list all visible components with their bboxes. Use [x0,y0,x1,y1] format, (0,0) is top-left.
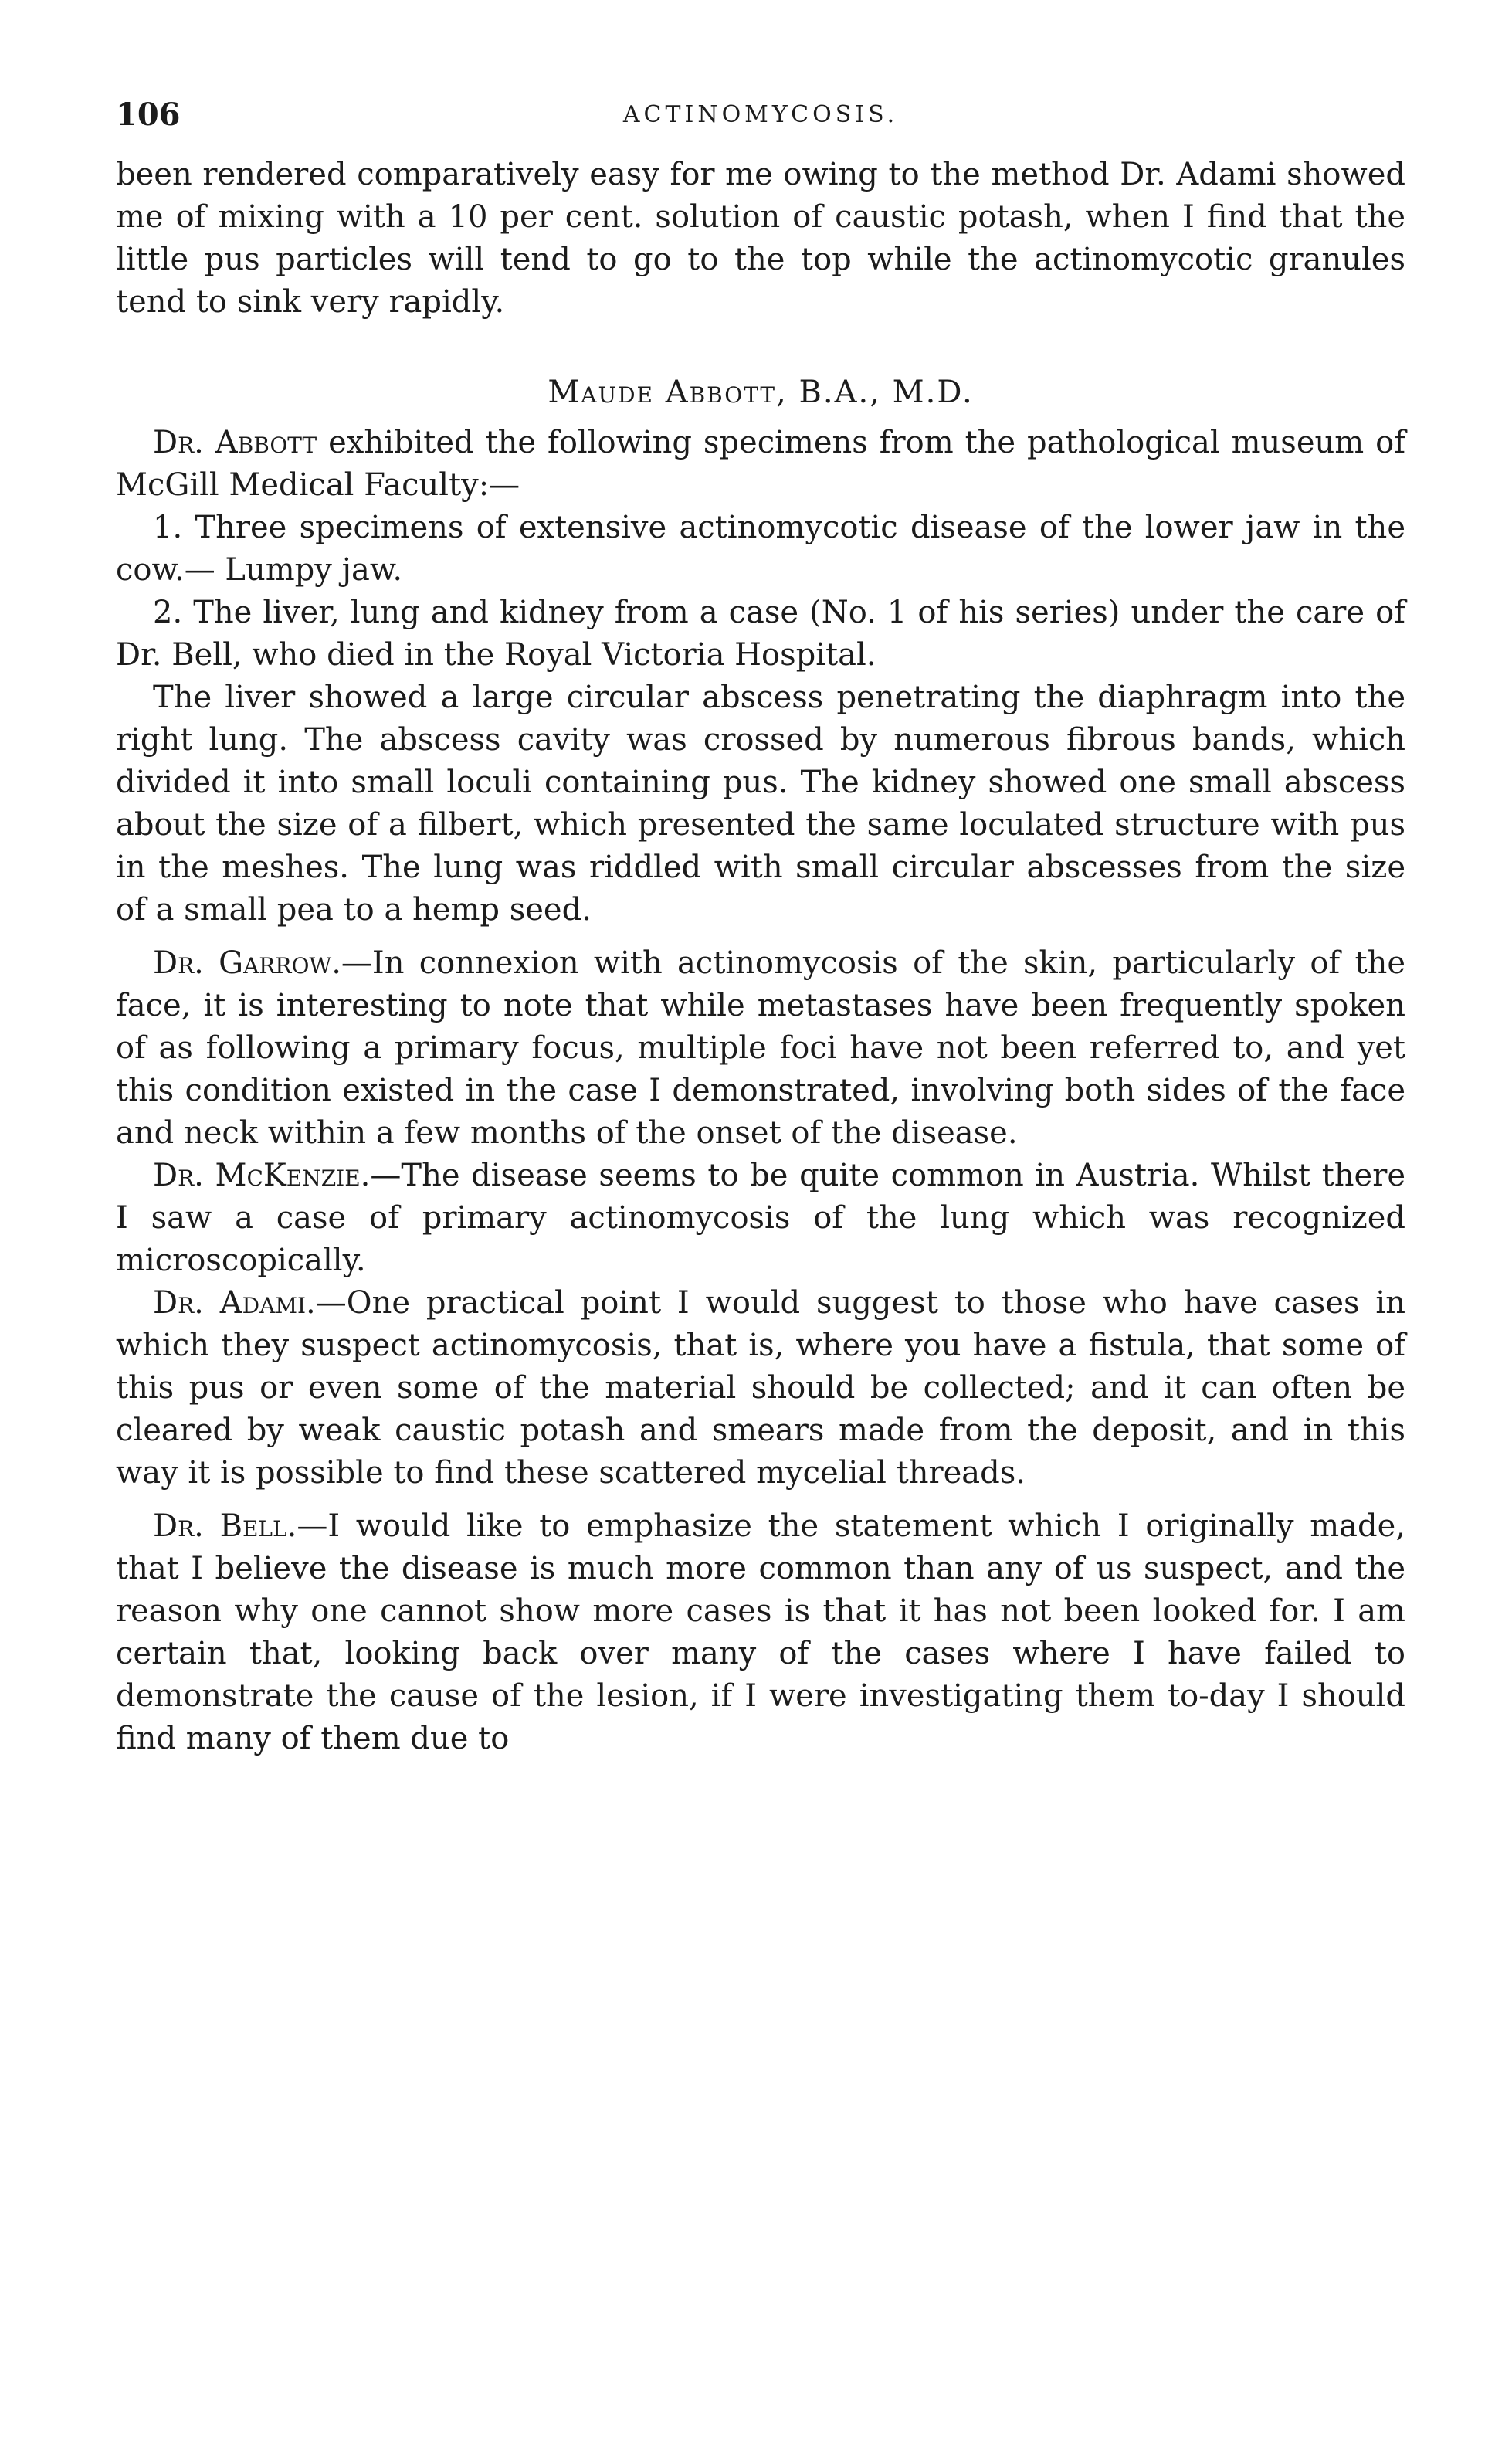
paragraph-bell [116,1505,1405,1760]
paragraph-liver: The liver showed a large circular abscess penetrating the diaphragm into the right lung. The abscess cavity was crossed by numerous fibrous bands, which divided it into small loculi containing pus. The kidney showed one small abscess about the size of a filbert, which presented the same loculated structure with pus in the meshes. The lung was riddled with small circular abscesses from the size of a small pea to a hemp seed. [116,680,1405,928]
paragraph-text: exhibited the following specimens from the pathological museum of McGill Medical Faculty:— [116,425,1406,503]
paragraph-garrow [116,942,1405,1155]
section-heading: Maude Abbott, B.A., M.D. [548,375,974,410]
paragraph-adami [116,1282,1405,1494]
list-item-1: 1. Three specimens of extensive actinomycotic disease of the lower jaw in the cow.— Lumpy jaw. [116,510,1405,588]
paragraph-text: —I would like to emphasize the statement which I originally made, that I believe the disease is much more common than any of us suspect, and the reason why one cannot show more cases is that it has not been looked for. I am certain that, looking back over many of the cases where I have failed to demonstrate the cause of the lesion, if I were investigating them to-day I should find many of them due to [116,1508,1405,1756]
paragraph-abbott [116,422,1405,507]
paragraph-mckenzie [116,1155,1405,1282]
speaker-name: Dr. Bell. [153,1508,297,1544]
running-header [116,97,1405,143]
list-item-2: 2. The liver, lung and kidney from a case (No. 1 of his series) under the care of Dr. Bell, who died in the Royal Victoria Hospital. [116,595,1405,673]
document-page [116,97,1405,1760]
speaker-name: Dr. Adami. [153,1285,316,1321]
page-number: 106 [116,97,181,133]
paragraph-continuation: been rendered comparatively easy for me owing to the method Dr. Adami showed me of mixing with a 10 per cent. solution of caustic potash, when I find that the little pus particles will tend to go to the top while the actinomycotic granules tend to sink very rapidly. [116,157,1405,320]
paragraph-text: —One practical point I would suggest to those who have cases in which they suspect actinomycosis, that is, where you have a fistula, that some of this pus or even some of the material should be collected; and it can often be cleared by weak caustic potash and smears made from the deposit, and in this way it is possible to find these scattered mycelial threads. [116,1285,1405,1491]
running-title: ACTINOMYCOSIS. [622,101,899,128]
paragraph-text: —The disease seems to be quite common in Austria. Whilst there I saw a case of primary actinomycosis of the lung which was recognized microscopically. [116,1158,1406,1278]
speaker-name: Dr. McKenzie. [153,1158,371,1193]
speaker-name: Dr. Abbott [153,425,317,460]
paragraph-text: —In connexion with actinomycosis of the skin, particularly of the face, it is interesting to note that while metastases have been frequently spoken of as following a primary focus, multiple foci have not been referred to, and yet this condition existed in the case I demonstrated, involving both sides of the face and neck within a few months of the onset of the disease. [116,945,1405,1151]
speaker-name: Dr. Garrow. [153,945,341,981]
